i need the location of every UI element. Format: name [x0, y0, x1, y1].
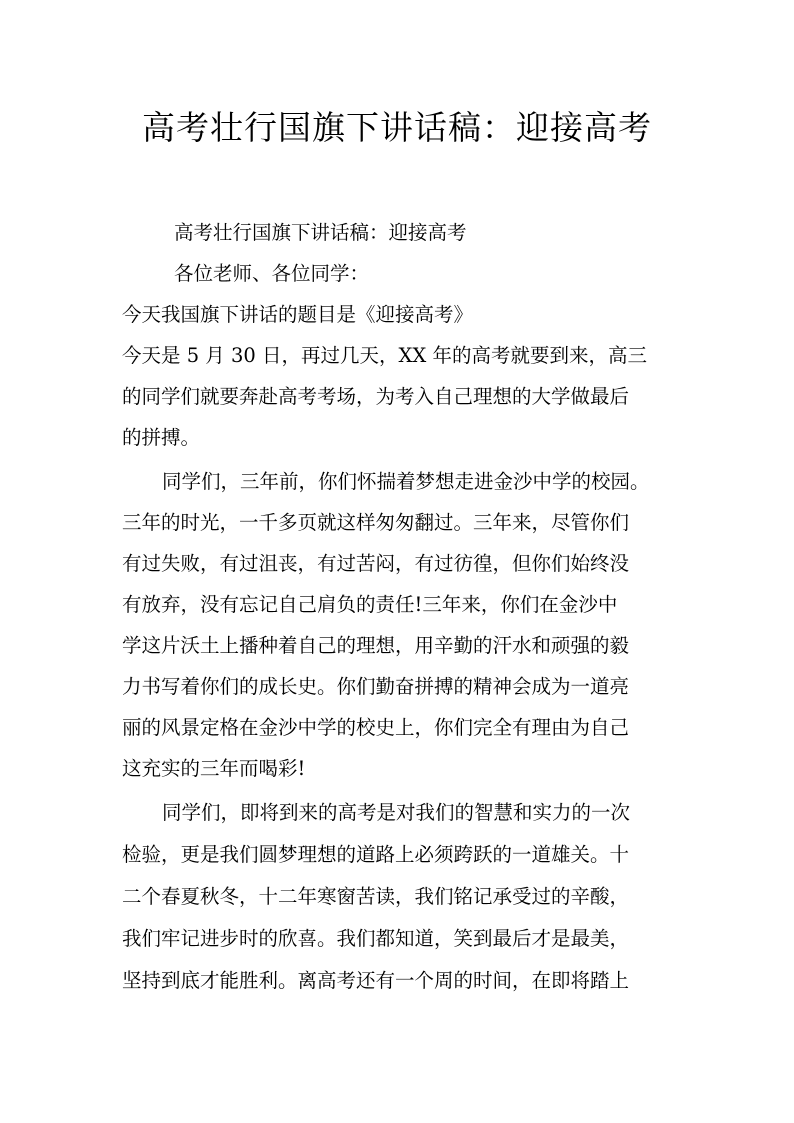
body-line: 有放弃，没有忘记自己肩负的责任!三年来，你们在金沙中 — [122, 593, 618, 616]
body-line: 我们牢记进步时的欣喜。我们都知道，笑到最后才是最美， — [122, 927, 630, 950]
body-line: 同学们，即将到来的高考是对我们的智慧和实力的一次 — [162, 801, 631, 824]
body-line: 二个春夏秋冬，十二年寒窗苦读，我们铭记承受过的辛酸， — [122, 885, 630, 908]
body-line: 这充实的三年而喝彩! — [122, 757, 306, 780]
body-line: 检验，更是我们圆梦理想的道路上必须跨跃的一道雄关。十 — [122, 843, 630, 866]
body-line: 学这片沃土上播种着自己的理想，用辛勤的汗水和顽强的毅 — [122, 634, 630, 657]
body-line: 的同学们就要奔赴高考考场，为考入自己理想的大学做最后 — [122, 385, 630, 408]
body-line: 丽的风景定格在金沙中学的校史上，你们完全有理由为自己 — [122, 716, 630, 739]
body-line: 同学们，三年前，你们怀揣着梦想走进金沙中学的校园。 — [162, 470, 650, 493]
body-line: 今天我国旗下讲话的题目是《迎接高考》 — [122, 303, 474, 326]
body-line: 坚持到底才能胜利。离高考还有一个周的时间，在即将踏上 — [122, 969, 630, 992]
salutation-line: 各位老师、各位同学： — [174, 262, 370, 285]
body-line: 的拼搏。 — [122, 426, 201, 449]
subtitle-line: 高考壮行国旗下讲话稿：迎接高考 — [174, 221, 467, 244]
body-line: 力书写着你们的成长史。你们勤奋拼搏的精神会成为一道亮 — [122, 675, 630, 698]
document-title: 高考壮行国旗下讲话稿：迎接高考 — [142, 108, 652, 147]
body-line: 三年的时光，一千多页就这样匆匆翻过。三年来，尽管你们 — [122, 511, 630, 534]
body-line: 有过失败，有过沮丧，有过苦闷，有过彷徨，但你们始终没 — [122, 552, 630, 575]
body-line: 今天是 5 月 30 日，再过几天，XX 年的高考就要到来，高三 — [122, 344, 647, 367]
